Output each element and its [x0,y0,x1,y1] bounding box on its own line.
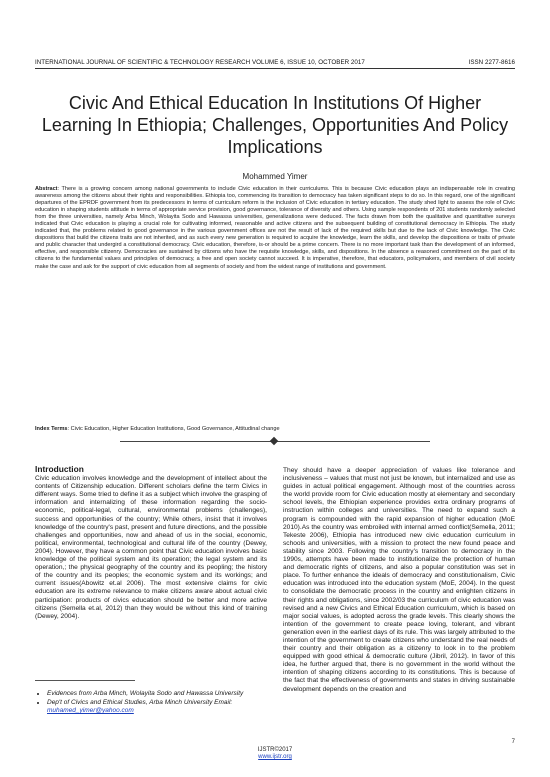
abstract [35,186,515,271]
author-email-link[interactable]: muhamed_yimer@yahoo.com [47,707,134,715]
author-name: Mohammed Yimer [242,172,308,181]
footer-copyright: IJSTR©2017 [257,747,293,753]
index-terms [35,426,515,433]
divider-diamond-icon [270,437,278,445]
journal-name: INTERNATIONAL JOURNAL OF SCIENTIFIC & TECHNOLOGY RESEARCH VOLUME 6, ISSUE 10, OCTOBER 2017 [35,59,365,66]
page-footer [0,747,550,761]
footnote-rule [35,680,135,681]
index-terms-text: : Civic Education, Higher Education Institutions, Good Governance, Attitudinal change [67,426,280,432]
paper-title: Civic And Ethical Education In Institutions Of Higher Learning In Ethiopia; Challenges, Opportunities And Policy Implications [41,93,509,157]
intro-left-paragraph: Civic education involves knowledge and the development of intellect about the contents of Citizenship education. Different scholars define the term Civics in different ways. Some tried to define it as a subject which involve the grasping of information and internalizing of these information regarding the socio-economic, political-legal, cultural, environmental problems (challenges), success and opportunities of the country; While others, insist that it involves knowledge of the country's past, present and future directions, and the possible challenges and opportunities, now and ahead of us in the social, economic, political, environmental, technological and cultural life of the country (Dewey, 2004). However, they have a common point that Civic education involves basic knowledge of the political system and its operation; the legal system and its operation,; the physical geography of the country and its peopling; the history of the country and its peoples; the economic system and its workings; and current issues(Abowitz et.al 2006). The most extensive claims for civic education are its extreme relevance to make citizens aware about actual civic participation: products of civics education should be better and more active citizens (Semella et.al, 2012) than they would be without this kind of training (Dewey, 2004). [35,475,267,620]
section-heading-introduction: Introduction [35,464,84,474]
footnotes [35,690,265,716]
right-column [283,467,515,694]
footer-url-link[interactable]: www.ijstr.org [258,754,292,760]
abstract-label: Abstract [35,186,58,192]
intro-right-paragraph: They should have a deeper appreciation of values like tolerance and inclusiveness – values that must not just be known, but internalized and use as guides in actual political engagement. Although most of the countries across the world provide room for Civic education mostly at elementary and secondary school levels, the Ethiopian experience provides extra ordinary programs of instruction within colleges and universities. The need to expand such a program is compounded with the rapid expansion of higher education (MoE 2010).As the country was embroiled with internal armed conflict(Semella, 2011; Tekeste 2006), Ethiopia has introduced new civic education curriculum in schools and universities, with a mission to protect the new found peace and stability since 2003. Following the country's transition to democracy in the 1990s, attempts have been made to institutionalize the protection of human and democratic rights of citizens, and also a popular constitution was set in place. To further enhance the ideals of democracy and constitutionalism, Civic education was introduced into the education system (MoE, 2004). In the quest to consolidate the democratic process in the country and enlighten citizens in their rights and obligations, since 2002/03 the curriculum of civic education was revised and a new Civics and Ethical Education curriculum, which is based on major social values, is adopted across the grade levels. This clearly shows the intention of the government to create peace loving, tolerant, and vibrant generation even in the earliest days of its rule. This was largely attributed to the intention of the government to create citizens who understand the real needs of their country and their obligation as a citizenry to look in to the problem equipped with good ethical & democratic culture (Jibril, 2012). In favor of this idea, he further argued that, there is no government in the world without the intention of shaping citizens according to its constitutions. This is because of the fact that the effectiveness of governments and states in driving sustainable development depends on the creation and [283,467,515,693]
running-header [35,59,515,66]
issn: ISSN 2277-8616 [468,59,515,66]
left-column [35,465,267,621]
footnote-item: • Evidences from Arba Minch, Wolayita Sodo and Hawassa University [47,690,265,698]
abstract-text: : There is a growing concern among national governments to include Civic education in their curriculums. This is because Civic education plays an indispensable role in creating awareness among the citizens about their rights and responsibilities. Ethiopia too, commencing its transition to democracy has taken significant steps to do so. In this regard, one of the significant departures of the EPRDF government from its predecessors in terms of curriculum reform is the inclusion of Civic education in tertiary education. The study shed light to assess the role of Civic education in shaping students attitude in terms of appropriate service provision, good governance, tolerance of diversity and others. Using sample respondents of 201 students randomly selected from the three universities, namely Arba Minch, Wolayita Sodo and Hawassa universities, generalizations were deduced. The facts drawn from both the qualitative and quantitative surveys indicated that Civic education is playing a crucial role for cultivating informed, reasonable and active citizens and the subsequent building of constitutional democracy in Ethiopia. The study indicated that, the problems related to good governance in the various government offices are not the result of lack of the required skills but due to the lack of Civic knowledge. The Civic dispositions that build the citizens traits are not inherited, and as such every new generation is required to acquire the knowledge, learn the skills, and develop the dispositions or traits of private and public character that undergird a constitutional democracy. Civic education, therefore, is-or should be a prime concern. There is no more important task than the development of an informed, effective, and responsible citizenry. Democracies are sustained by citizens who have the requisite knowledge, skills, and dispositions. In the absence a reasoned commitment on the part of its citizens to the fundamental values and principles of democracy, a free and open society cannot succeed. It is imperative, therefore, that educators, policymakers, and members of civil society make the case and ask for the support of civic education from all segments of society and from the widest range of institutions and government. [35,186,515,270]
header-rule [35,68,515,69]
page-number: 7 [511,739,515,745]
index-terms-label: Index Terms [35,426,68,432]
footnote-item: • Dep't of Civics and Ethical Studies, Arba Minch University Email: muhamed_yimer@yahoo.com [47,699,265,715]
